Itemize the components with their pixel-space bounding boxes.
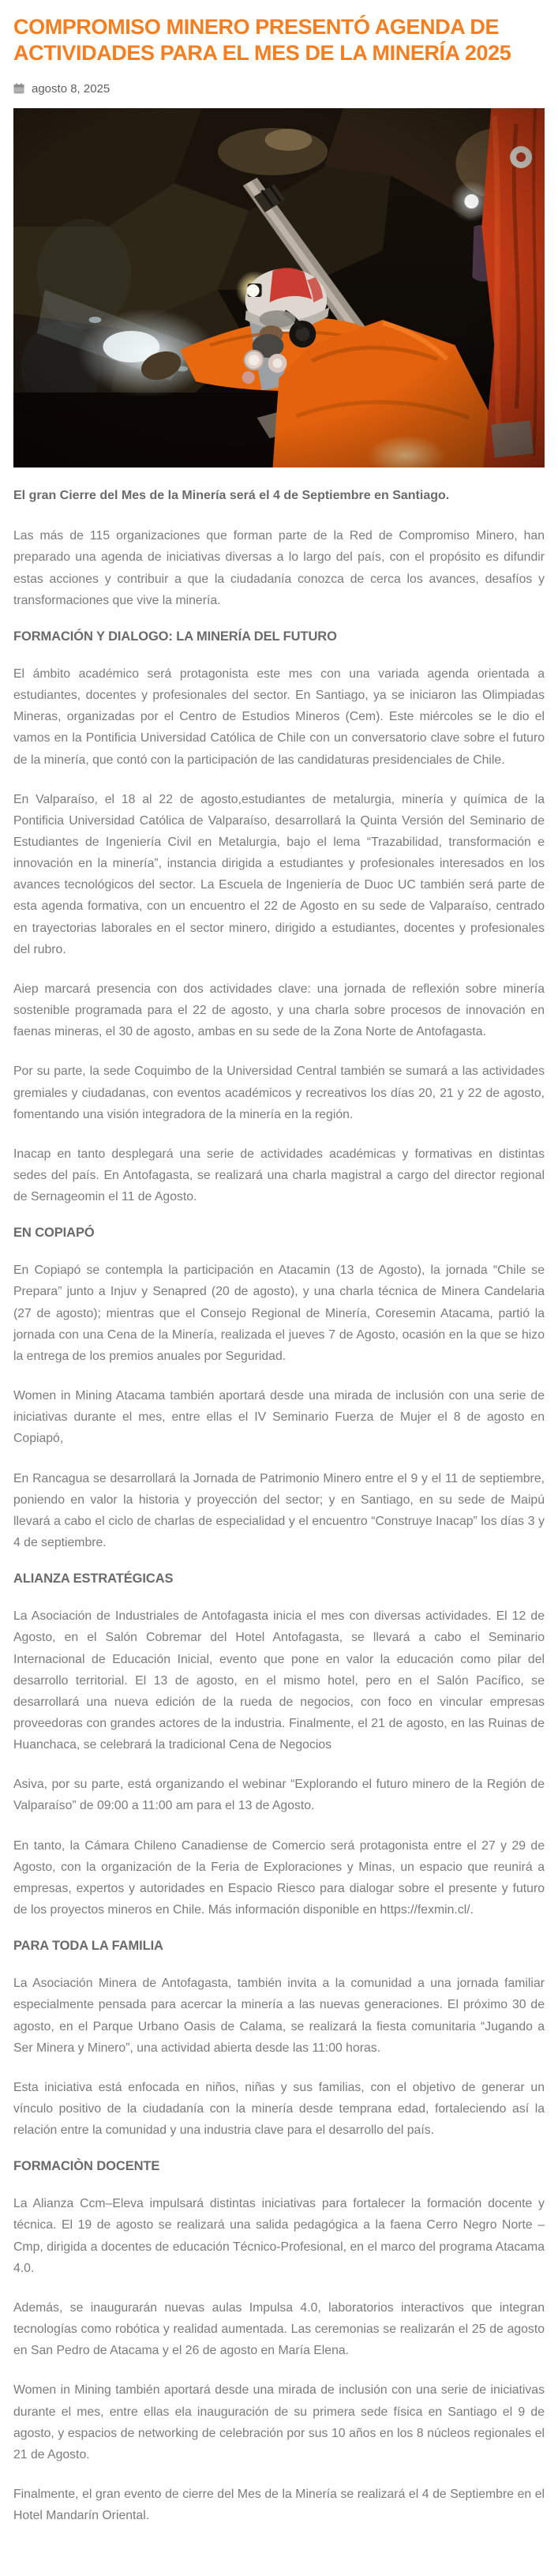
body-paragraph: En Rancagua se desarrollará la Jornada de Patrimonio Minero entre el 9 y el 11 de septiembre, poniendo en valor la historia y proyección del sector; y en Santiago, en su sede de Maipú llevará a cabo el ciclo de charlas de especialidad y el encuentro “Construye Inacap” los días 3 y 4 de septiembre. [13,1471,545,1550]
body-paragraph: En Valparaíso, el 18 al 22 de agosto,estudiantes de metalurgia, minería y química de la Pontificia Universidad Católica de Valparaíso, desarrollará la Quinta Versión del Seminario de Estudiantes de Ingeniería Civil en Metalurgia, bajo el lema “Trazabilidad, transformación e innovación en la minería”, instancia dirigida a estudiantes y profesionales interesados en los avances tecnológicos del sector. La Escuela de Ingeniería de Duoc UC también será parte de esta agenda formativa, con un encuentro el 22 de Agosto en su sede de Valparaíso, centrado en trayectorias laborales en el sector minero, dirigido a estudiantes, docentes y profesionales del rubro. [13,792,545,956]
article-date [13,82,545,96]
body-paragraph: En tanto, la Cámara Chileno Canadiense de Comercio será protagonista entre el 27 y 29 de Agosto, con la organización de la Feria de Exploraciones y Minas, un espacio que reunirá a empresas, expertos y autoridades en Espacio Riesco para dialogar sobre el presente y futuro de los proyectos mineros en Chile. Más información disponible en https://fexmin.cl/. [13,1838,545,1917]
body-paragraph: El ámbito académico será protagonista este mes con una variada agenda orientada a estudiantes, docentes y profesionales del sector. En Santiago, ya se iniciaron las Olimpiadas Mineras, organizadas por el Centro de Estudios Mineros (Cem). Este miércoles se le dio el vamos en la Pontificia Universidad Católica de Chile con un conversatorio clave sobre el futuro de la minería, que contó con la participación de las candidaturas presidenciales de Chile. [13,667,545,767]
mine-photo [13,108,545,468]
body-paragraph: Esta iniciativa está enfocada en niños, niñas y sus familias, con el objetivo de generar un vínculo positivo de la ciudadanía con la minería desde temprana edad, fortaleciendo así la relación entre la comunidad y una industria clave para el desarrollo del país. [13,2080,545,2138]
body-paragraph: Women in Mining Atacama también aportará desde una mirada de inclusión con una serie de iniciativas durante el mes, entre ellas el IV Seminario Fuerza de Mujer el 8 de agosto en Copiapó, [13,1389,545,1446]
section-heading: PARA TODA LA FAMILIA [13,1939,163,1954]
body-paragraph: La Asociación Minera de Antofagasta, también invita a la comunidad a una jornada familiar especialmente pensada para acercar la minería a las nuevas generaciones. El próximo 30 de agosto, en el Parque Urbano Oasis de Calama, se realizará la fiesta comunitaria “Jugando a Ser Minera y Minero”, una actividad abierta desde las 11:00 horas. [13,1977,545,2055]
body-paragraph: Aiep marcará presencia con dos actividades clave: una jornada de reflexión sobre minería sostenible programada para el 22 de agosto, y una charla sobre procesos de innovación en faenas mineras, el 30 de agosto, ambas en su sede de la Zona Norte de Antofagasta. [13,982,545,1039]
body-paragraph: Inacap en tanto desplegará una serie de actividades académicas y formativas en distintas sedes del país. En Antofagasta, se realizará una charla magistral a cargo del director regional de Sernageomin el 11 de Agosto. [13,1147,545,1204]
body-paragraph: La Alianza Ccm–Eleva impulsará distintas iniciativas para fortalecer la formación docente y técnica. El 19 de agosto se realizará una salida pedagógica a la faena Cerro Negro Norte – Cmp, dirigida a docentes de educación Técnico-Profesional, en el marco del programa Atacama 4.0. [13,2197,545,2275]
body-paragraph: En Copiapó se contempla la participación en Atacamin (13 de Agosto), la jornada “Chile se Prepara” junto a Injuv y Senapred (20 de agosto), y una charla técnica de Minera Candelaria (27 de agosto); mientras que el Consejo Regional de Minería, Coresemin Atacama, partió la jornada con una Cena de la Minería, realizada el jueves 7 de Agosto, ocasión en la que se hizo la entrega de los premios anuales por Seguridad. [13,1264,545,1363]
page-title: COMPROMISO MINERO PRESENTÓ AGENDA DE ACTIVIDADES PARA EL MES DE LA MINERÍA 2025 [13,15,511,65]
body-paragraph: La Asociación de Industriales de Antofagasta inicia el mes con diversas actividades. El 12 de Agosto, en el Salón Cobremar del Hotel Antofagasta, se llevará a cabo el Seminario Internacional de Educación Inicial, evento que pone en valor la educación como pilar del desarrollo territorial. El 13 de agosto, en el mismo hotel, pero en el Salón Pacífico, se desarrollará una nueva edición de la rueda de negocios, con foco en vincular empresas proveedoras con grandes actores de la industria. Finalmente, el 21 de agosto, en las Ruinas de Huanchaca, se celebrará la tradicional Cena de Negocios [13,1609,545,1752]
image-caption: El gran Cierre del Mes de la Minería será el 4 de Septiembre en Santiago. [13,488,450,502]
body-paragraph: Asiva, por su parte, está organizando el webinar “Explorando el futuro minero de la Región de Valparaíso” de 09:00 a 11:00 am para el 13 de Agosto. [13,1778,545,1813]
body-paragraph: Además, se inaugurarán nuevas aulas Impulsa 4.0, laboratorios interactivos que integran tecnologías como robótica y realidad aumentada. Las ceremonias se realizarán el 25 de agosto en San Pedro de Atacama y el 26 de agosto en María Elena. [13,2300,545,2358]
article-image [13,108,545,468]
article-date-text: agosto 8, 2025 [32,81,110,96]
body-paragraph: Las más de 115 organizaciones que forman parte de la Red de Compromiso Minero, han preparado una agenda de iniciativas diversas a lo largo del país, con el propósito es difundir estas acciones y contribuir a que la ciudadanía conozca de cerca los avances, desafíos y transformaciones que vive la minería. [13,529,545,607]
section-heading: FORMACIÒN DOCENTE [13,2159,160,2174]
calendar-icon [13,83,24,94]
body-paragraph: Women in Mining también aportará desde una mirada de inclusión con una serie de iniciativas durante el mes, entre ellas ela inauguración de su primera sede física en Santiago el 9 de agosto, y espacios de networking de celebración por sus 10 años en los 8 núcleos regionales el 21 de Agosto. [13,2383,545,2461]
body-paragraph: Finalmente, el gran evento de cierre del Mes de la Minería se realizará el 4 de Septiembre en el Hotel Mandarín Oriental. [13,2488,545,2523]
section-heading: EN COPIAPÓ [13,1226,95,1241]
section-heading: FORMACIÓN Y DIALOGO: LA MINERÍA DEL FUTURO [13,629,337,644]
body-paragraph: Por su parte, la sede Coquimbo de la Universidad Central también se sumará a las actividades gremiales y ciudadanas, con eventos académicos y recreativos los días 20, 21 y 22 de agosto, fomentando una visión integradora de la minería en la región. [13,1065,545,1121]
article-body [13,525,545,2526]
section-heading: ALIANZA ESTRATÉGICAS [13,1572,174,1587]
